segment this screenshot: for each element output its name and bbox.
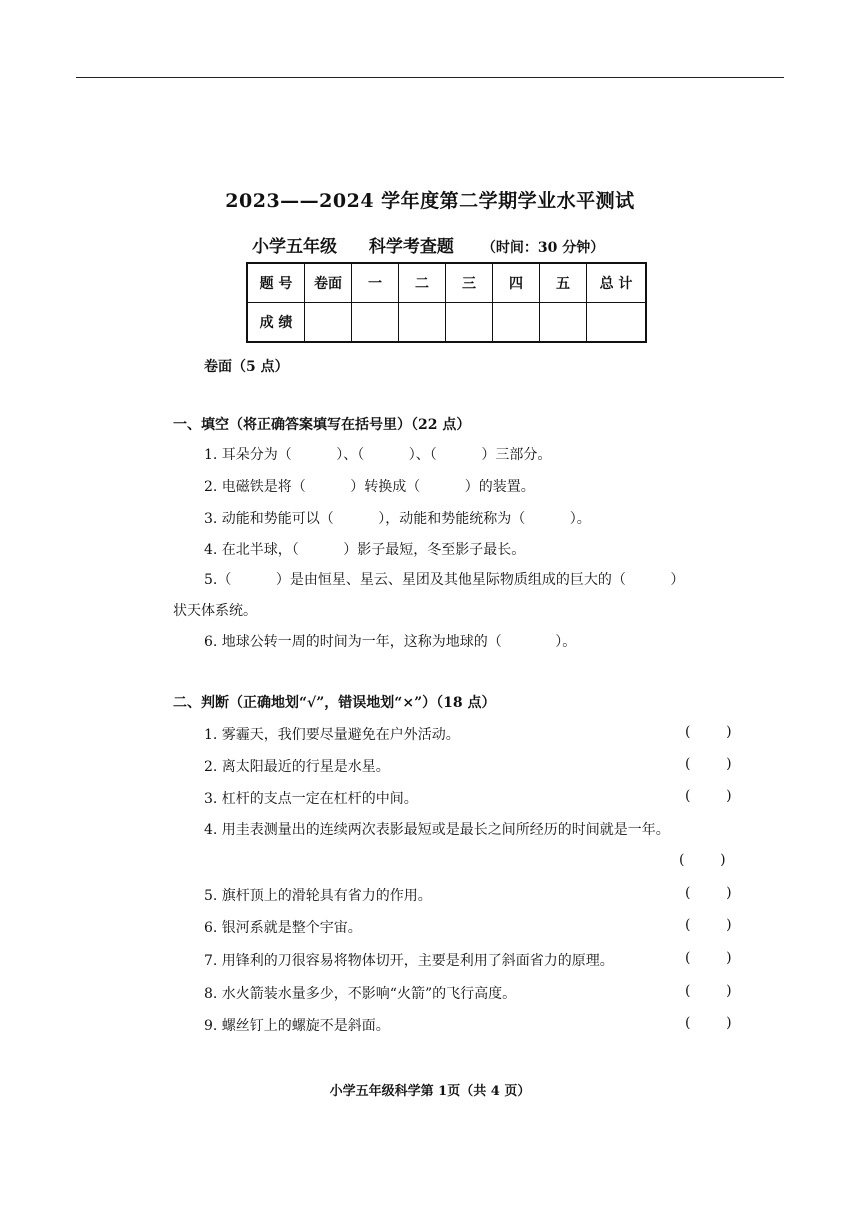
judge-item: 9. 螺丝钉上的螺旋不是斜面。	[204, 1018, 390, 1034]
subject-label: 科学考查题	[368, 237, 454, 257]
top-rule	[76, 77, 784, 78]
score-table-score-row	[247, 303, 646, 343]
score-cell[interactable]	[399, 303, 446, 343]
judge-item: 1. 雾霾天，我们要尽量避免在户外活动。	[204, 727, 460, 743]
answer-parentheses: ( )	[685, 1015, 732, 1031]
score-row-label: 成 绩	[247, 303, 305, 343]
answer-parentheses: ( )	[685, 788, 732, 804]
neatness-label: 卷面（5 点）	[204, 359, 289, 375]
fill-blank-item: 5.（ ）是由恒星、星云、星团及其他星际物质组成的巨大的（ ）	[204, 572, 685, 588]
answer-parentheses: ( )	[685, 917, 732, 933]
fill-blank-item: 2. 电磁铁是将（ ）转换成（ ）的装置。	[204, 479, 535, 495]
score-cell[interactable]	[493, 303, 540, 343]
answer-parentheses: ( )	[685, 756, 732, 772]
score-cell[interactable]	[540, 303, 587, 343]
score-header-cell: 总 计	[587, 263, 647, 303]
answer-parentheses: ( )	[685, 950, 732, 966]
score-cell[interactable]	[352, 303, 399, 343]
judge-item: 2. 离太阳最近的行星是水星。	[204, 759, 390, 775]
answer-parentheses: ( )	[685, 983, 732, 999]
judge-item: 7. 用锋利的刀很容易将物体切开，主要是利用了斜面省力的原理。	[204, 953, 614, 969]
judge-item: 4. 用圭表测量出的连续两次表影最短或是最长之间所经历的时间就是一年。	[204, 822, 670, 838]
score-header-cell: 一	[352, 263, 399, 303]
score-header-cell: 题 号	[247, 263, 305, 303]
answer-parentheses: ( )	[685, 885, 732, 901]
score-header-cell: 四	[493, 263, 540, 303]
page-footer: 小学五年级科学第 1页（共 4 页）	[329, 1084, 531, 1099]
score-cell[interactable]	[587, 303, 647, 343]
fill-blank-item: 1. 耳朵分为（ ）、（ ）、（ ）三部分。	[204, 447, 552, 463]
judge-item: 3. 杠杆的支点一定在杠杆的中间。	[204, 791, 418, 807]
judge-item: 8. 水火箭装水量多少，不影响“火箭”的飞行高度。	[204, 986, 517, 1002]
score-header-cell: 三	[446, 263, 493, 303]
score-header-cell: 二	[399, 263, 446, 303]
judge-item: 5. 旗杆顶上的滑轮具有省力的作用。	[204, 888, 432, 904]
fill-blank-item-continuation: 状天体系统。	[173, 603, 257, 619]
section1-title: 一、填空（将正确答案填写在括号里）（22 点）	[173, 417, 471, 433]
exam-title: 2023——2024 学年度第二学期学业水平测试	[225, 190, 635, 212]
fill-blank-item: 6. 地球公转一周的时间为一年，这称为地球的（ ）。	[204, 634, 577, 650]
score-header-cell: 五	[540, 263, 587, 303]
fill-blank-item: 3. 动能和势能可以（ ），动能和势能统称为（ ）。	[204, 511, 591, 527]
answer-parentheses: ( )	[685, 724, 732, 740]
judge-item: 6. 银河系就是整个宇宙。	[204, 920, 362, 936]
score-table-header-row	[247, 263, 646, 303]
section2-title: 二、判断（正确地划“√”，错误地划“×”）（18 点）	[173, 695, 496, 711]
score-cell[interactable]	[446, 303, 493, 343]
score-header-cell: 卷面	[305, 263, 352, 303]
fill-blank-item: 4. 在北半球，（ ）影子最短，冬至影子最长。	[204, 542, 526, 558]
grade-label: 小学五年级	[252, 237, 337, 257]
exam-subtitle	[252, 232, 604, 257]
answer-parentheses: ( )	[679, 852, 726, 868]
score-cell[interactable]	[305, 303, 352, 343]
score-table	[246, 262, 647, 343]
time-label: （时间：30 分钟）	[481, 240, 605, 256]
